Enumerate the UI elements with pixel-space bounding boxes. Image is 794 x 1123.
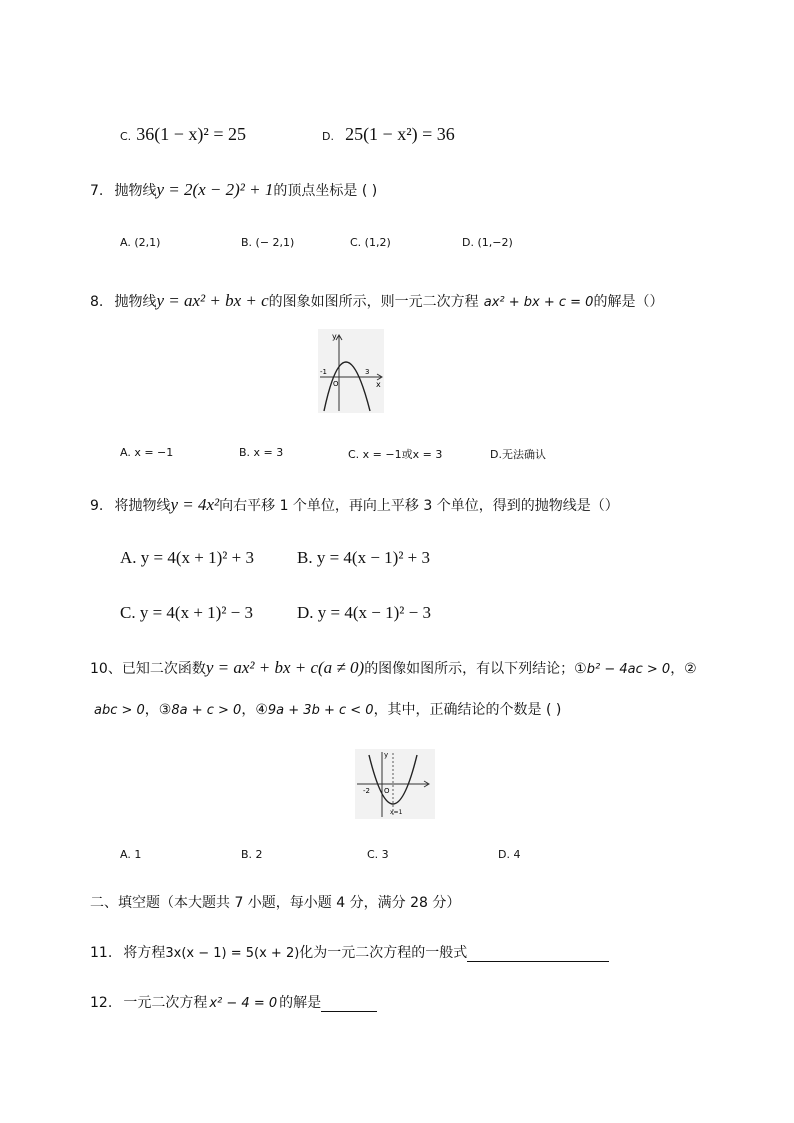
q12-answer-blank[interactable] [321,997,377,1012]
q10-parabola-figure [355,749,435,819]
q8-parabola-curve [324,362,370,411]
q8-origin-label: O [333,380,339,388]
q8-right-root-label: 3 [365,368,370,376]
q12-expr: x² − 4 = 0 [209,996,278,1011]
q9-option-a: A. y = 4(x + 1)² + 3 [120,548,254,567]
q7-stem [90,180,377,200]
q8-number: 8. [90,294,104,310]
q10-prefix: 已知二次函数 [121,661,206,677]
q9-option-c: C. y = 4(x + 1)² − 3 [120,603,254,622]
q8-option-c: C. x = −1或x = 3 [348,448,443,461]
q8-equation: ax² + bx + c = 0 [483,295,594,310]
q10-left-label: -2 [363,787,370,795]
q7-option-d: D. (1,−2) [462,236,513,249]
q9-prefix: 将抛物线 [114,498,171,514]
q10-conclusion-3: 8a + c > 0 [171,703,242,718]
q11-suffix: 化为一元二次方程的一般式 [299,945,468,961]
q8-left-root-label: -1 [320,368,327,376]
q8-prefix: 抛物线 [114,294,157,310]
q6-option-d-expr: 25(1 − x²) = 36 [345,124,455,144]
q12-stem [90,992,377,1012]
q8-option-a: A. x = −1 [120,446,174,459]
q10-stem-line1 [90,658,697,678]
q9-number: 9. [90,498,104,514]
q12-number: 12. [90,995,113,1011]
q10-conclusion-2: abc > 0 [94,703,145,718]
q10-expr: y = ax² + bx + c(a ≠ 0) [205,658,365,677]
q6-option-d [322,124,455,145]
q6-option-d-label: D. [322,130,334,143]
q8-suffix: 的解是（） [593,294,664,310]
q10-option-b: B. 2 [241,848,263,861]
q11-stem [90,942,609,962]
q10-parabola-graph [355,749,435,819]
q9-stem [90,495,619,515]
q8-middle: 的图象如图所示，则一元二次方程 [268,294,479,310]
q10-conclusion-4-mark: ，④ [241,702,268,718]
q9-option-b: B. y = 4(x − 1)² + 3 [297,548,431,567]
q6-option-c-label: C. [120,130,132,143]
q8-option-b: B. x = 3 [239,446,284,459]
q10-conclusion-1: b² − 4ac > 0 [586,662,671,677]
q10-y-label: y [384,751,389,759]
q10-option-d: D. 4 [498,848,521,861]
q10-stem-line2 [94,699,561,719]
q9-expr: y = 4x² [170,495,220,514]
q7-option-c: C. (1,2) [350,236,391,249]
q7-expr: y = 2(x − 2)² + 1 [156,180,274,199]
q8-option-d: D.无法确认 [490,448,546,461]
q10-tail: ，其中，正确结论的个数是 ( ) [373,702,562,718]
q6-option-c-expr: 36(1 − x)² = 25 [136,124,246,144]
q8-y-label: y [332,332,337,341]
q12-prefix: 一元二次方程 [123,995,208,1011]
q10-suffix: 的图像如图所示，有以下列结论；① [364,661,587,677]
q7-option-a: A. (2,1) [120,236,161,249]
q8-parabola-graph [318,329,384,413]
q10-axis-label: x=1 [390,809,403,816]
section-2-title: 二、填空题（本大题共 7 小题，每小题 4 分，满分 28 分） [90,895,461,911]
q9-suffix: 向右平移 1 个单位，再向上平移 3 个单位，得到的抛物线是（） [219,498,619,514]
q10-conclusion-2-mark: ，② [670,661,697,677]
q8-stem [90,291,663,311]
q11-prefix: 将方程 [123,945,166,961]
q11-number: 11. [90,945,113,961]
q7-suffix: 的顶点坐标是 ( ) [273,183,378,199]
q6-option-c [120,124,246,145]
q11-answer-blank[interactable] [467,947,609,962]
q10-number: 10、 [90,661,122,677]
q10-option-c: C. 3 [367,848,389,861]
q7-number: 7. [90,183,104,199]
q7-option-b: B. (− 2,1) [241,236,295,249]
q10-conclusion-4: 9a + 3b + c < 0 [267,703,374,718]
q8-expr: y = ax² + bx + c [156,291,269,310]
q10-conclusion-3-mark: ，③ [144,702,172,718]
q12-suffix: 的解是 [279,995,322,1011]
q10-origin-label: O [384,787,390,795]
q10-option-a: A. 1 [120,848,142,861]
q11-expr: 3x(x − 1) = 5(x + 2) [165,946,300,961]
q8-x-label: x [376,380,381,389]
q7-prefix: 抛物线 [114,183,157,199]
q9-option-d: D. y = 4(x − 1)² − 3 [297,603,431,622]
q8-parabola-figure [318,329,384,413]
